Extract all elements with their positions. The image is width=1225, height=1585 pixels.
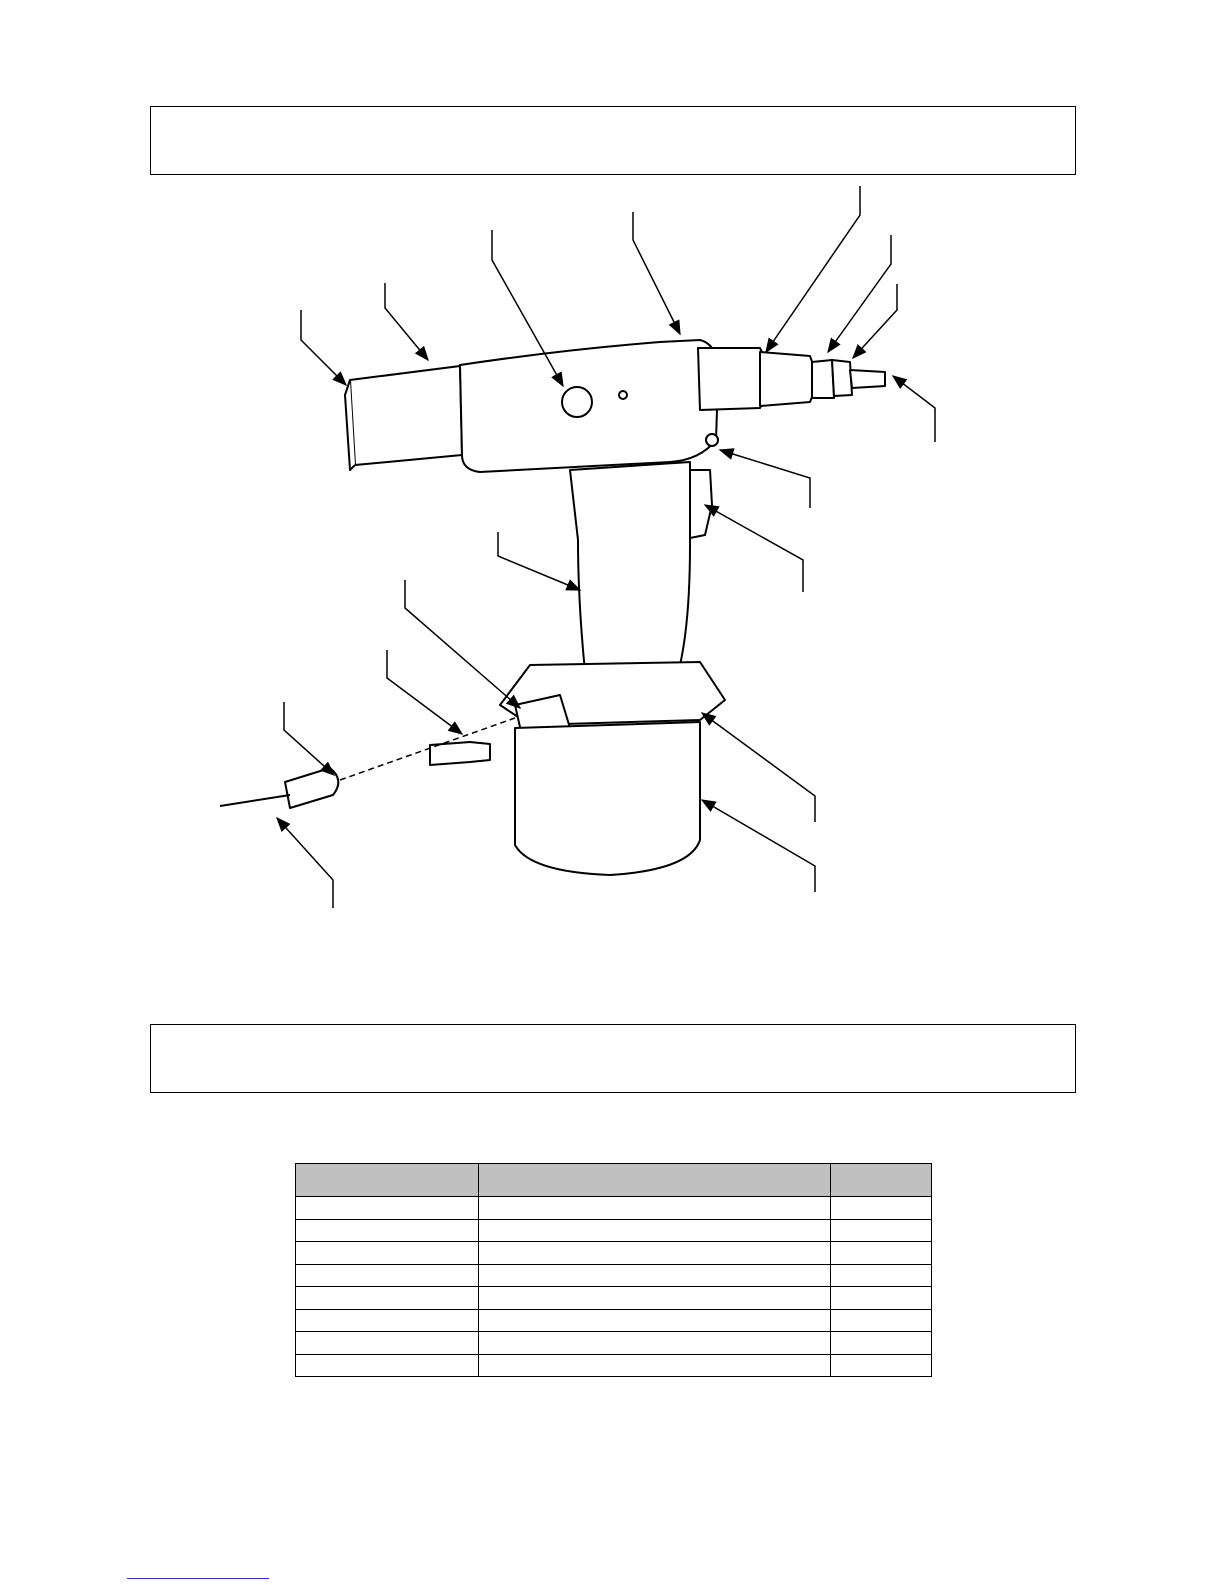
table-row [296,1332,932,1355]
table-row [296,1354,932,1377]
callout-12 [405,580,520,708]
callout-11 [498,532,580,590]
trigger [690,470,712,538]
callout-2 [385,283,428,360]
callout-1 [301,310,346,385]
screw [619,391,627,399]
table-row [296,1242,932,1265]
table-row [296,1219,932,1242]
nose-housing [698,348,768,410]
parts-title-box [150,1024,1076,1093]
table-row [296,1264,932,1287]
callout-15 [277,818,333,908]
callout-17 [702,800,815,892]
table-header-cell [296,1164,479,1197]
callout-10 [705,505,803,592]
table-header-row [296,1164,932,1197]
table-header-cell [479,1164,831,1197]
reservoir [515,722,700,875]
bleed-screw [706,434,718,446]
jaw-collar [832,360,852,396]
table-row [296,1197,932,1220]
tool-body [285,340,885,875]
rear-housing [350,366,462,465]
callout-16 [702,713,815,822]
handle [570,462,690,672]
callout-13 [387,650,462,734]
footnote-separator [127,1578,269,1579]
parts-table [295,1163,932,1377]
nosepiece-tip [850,370,885,388]
callout-9 [720,450,810,508]
table-header-cell [831,1164,932,1197]
callout-6 [828,235,891,352]
nose-piece [760,352,815,406]
table-row [296,1309,932,1332]
callout-8 [893,376,935,442]
adjuster-knob [562,387,592,417]
callout-7 [853,284,897,358]
callout-14 [284,702,334,775]
callout-4 [633,212,680,334]
air-hose [220,795,290,806]
table-row [296,1287,932,1310]
hose-fitting [285,768,338,808]
nose-nut [812,360,834,398]
